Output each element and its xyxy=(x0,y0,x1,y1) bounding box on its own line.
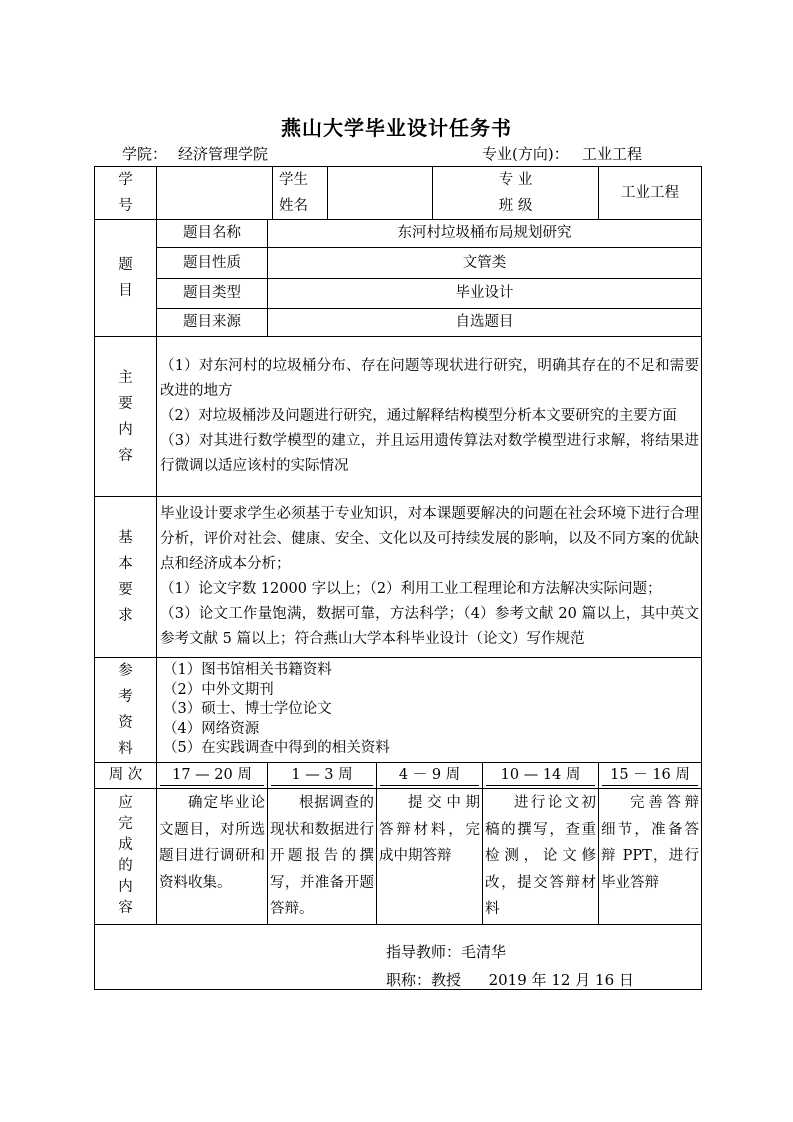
topic-row xyxy=(95,309,702,337)
college-label: 学院： xyxy=(122,145,168,163)
name-value xyxy=(328,167,433,220)
week-label: 周 次 xyxy=(95,763,157,789)
main-content-item: （3）对其进行数学模型的建立，并且运用遗传算法对数学模型进行求解，将结果进行微调以适应该村的实际情况 xyxy=(160,433,700,474)
reference-item: （3）硕士、博士学位论文 xyxy=(163,701,332,718)
date-day: 16 xyxy=(595,970,615,989)
requirement-item: （1）论文字数 12000 字以上；（2）利用工业工程理论和方法解决实际问题； xyxy=(160,581,662,597)
advisor-line xyxy=(386,940,506,965)
class-value: 工业工程 xyxy=(599,167,702,220)
stage-content-1: 确定毕业论文题目，对所选题目进行调研和资料收集。 xyxy=(157,789,268,925)
reference-item: （4）网络资源 xyxy=(163,720,260,737)
week-range-1: 17 — 20 周 xyxy=(157,763,268,789)
topic-source-value: 自选题目 xyxy=(268,309,702,337)
requirements-row xyxy=(95,497,702,658)
date-year: 2019 xyxy=(488,970,527,989)
stage-content-2: 根据调查的现状和数据进行开题报告的撰写，并准备开题答辩。 xyxy=(268,789,377,925)
major-label: 专业(方向)： xyxy=(482,145,569,163)
main-content-section-label: 主 要 内 容 xyxy=(95,337,157,497)
topic-row xyxy=(95,279,702,309)
signature-cell xyxy=(95,924,702,989)
week-range-4: 10 — 14 周 xyxy=(483,763,599,789)
stage-content-5: 完善答辩细节，准备答辩 PPT，进行毕业答辩 xyxy=(599,789,702,925)
task-table xyxy=(94,166,702,990)
reference-item: （5）在实践调查中得到的相关资料 xyxy=(163,740,390,757)
date-month: 12 xyxy=(551,970,571,989)
main-content-text xyxy=(157,337,702,497)
date-year-unit: 年 xyxy=(531,970,547,989)
main-content-item: （2）对垃圾桶涉及问题进行研究，通过解释结构模型分析本文要研究的主要方面 xyxy=(160,408,677,424)
requirement-item: 毕业设计要求学生必须基于专业知识，对本课题要解决的问题在社会环境下进行合理分析，评价对社会、健康、安全、文化以及可持续发展的影响，以及不同方案的优缺点和经济成本分析； xyxy=(160,506,700,572)
signature-row xyxy=(95,924,702,989)
date-day-unit: 日 xyxy=(618,970,634,989)
stage-content-3: 提交中期答辩材料，完成中期答辩 xyxy=(377,789,483,925)
weeks-row xyxy=(95,763,702,789)
title-label: 职称： xyxy=(386,970,432,989)
stage-content-4: 进行论文初稿的撰写，查重检测，论文修改，提交答辩材料 xyxy=(483,789,599,925)
requirements-section-label: 基 本 要 求 xyxy=(95,497,157,658)
reference-item: （2）中外文期刊 xyxy=(163,681,274,698)
advisor-name: 毛清华 xyxy=(461,942,507,961)
college-value: 经济管理学院 xyxy=(178,145,269,163)
student-info-row xyxy=(95,167,702,220)
references-row xyxy=(95,658,702,763)
topic-source-label: 题目来源 xyxy=(157,309,268,337)
topic-row xyxy=(95,220,702,248)
topic-row xyxy=(95,248,702,279)
major-value: 工业工程 xyxy=(582,145,643,163)
topic-name-value: 东河村垃圾桶布局规划研究 xyxy=(268,220,702,248)
advisor-label: 指导教师： xyxy=(386,942,462,961)
stage-content-row xyxy=(95,789,702,925)
name-label: 学生 姓名 xyxy=(273,167,328,220)
topic-nature-label: 题目性质 xyxy=(157,248,268,279)
week-range-3: 4 － 9 周 xyxy=(377,763,483,789)
week-range-2: 1 — 3 周 xyxy=(268,763,377,789)
reference-item: （1）图书馆相关书籍资料 xyxy=(163,662,332,679)
references-section-label: 参 考 资 料 xyxy=(95,658,157,763)
document-title: 燕山大学毕业设计任务书 xyxy=(281,116,512,140)
topic-section-label: 题 目 xyxy=(95,220,157,337)
main-content-item: （1）对东河村的垃圾桶分布、存在问题等现状进行研究，明确其存在的不足和需要改进的地方 xyxy=(160,358,700,399)
references-list xyxy=(157,658,702,763)
title-value: 教授 xyxy=(431,970,462,989)
topic-type-label: 题目类型 xyxy=(157,279,268,309)
topic-name-label: 题目名称 xyxy=(157,220,268,248)
week-range-5: 15 － 16 周 xyxy=(599,763,702,789)
student-id-value xyxy=(157,167,273,220)
requirement-item: （3）论文工作量饱满，数据可靠，方法科学；（4）参考文献 20 篇以上，其中英文参考文献 5 篇以上；符合燕山大学本科毕业设计（论文）写作规范 xyxy=(160,606,700,647)
stage-content-section-label: 应 完 成 的 内 容 xyxy=(95,789,157,925)
title-date-line xyxy=(386,968,634,993)
topic-nature-value: 文管类 xyxy=(268,248,702,279)
class-label: 专 业 班 级 xyxy=(433,167,599,220)
requirements-text xyxy=(157,497,702,658)
main-content-row xyxy=(95,337,702,497)
topic-type-value: 毕业设计 xyxy=(268,279,702,309)
date-month-unit: 月 xyxy=(575,970,591,989)
student-id-label: 学 号 xyxy=(95,167,157,220)
